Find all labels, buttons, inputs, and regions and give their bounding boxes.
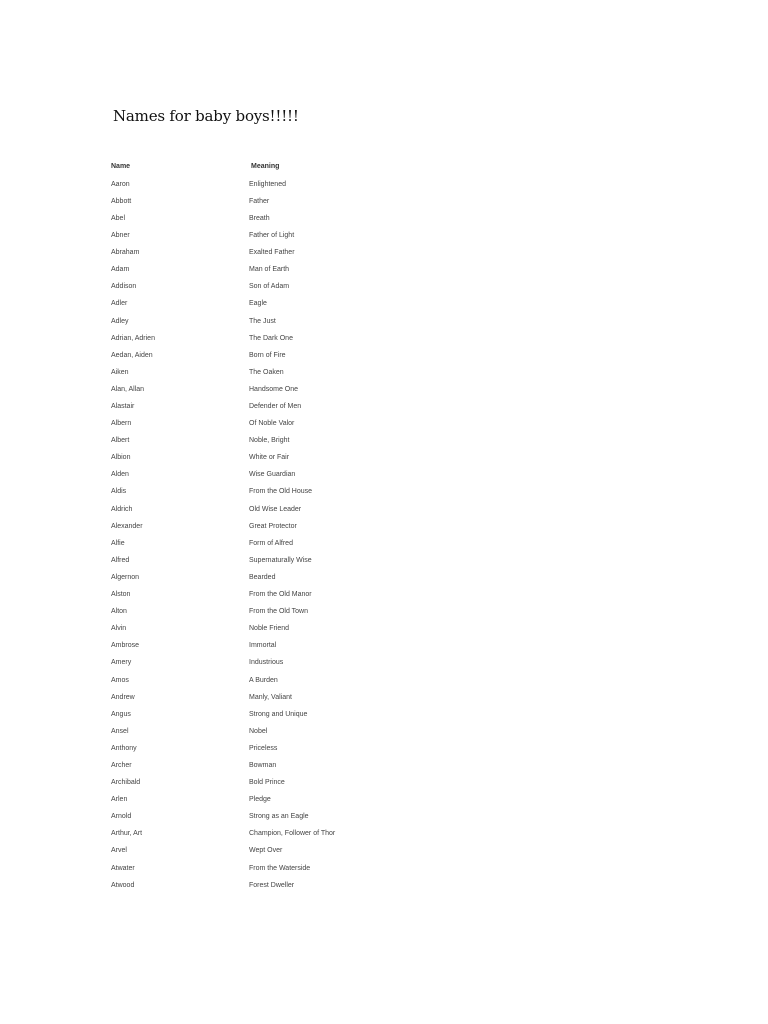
table-row <box>111 278 431 295</box>
table-row <box>111 449 431 466</box>
table-row <box>111 672 431 689</box>
table-row <box>111 877 431 894</box>
meaning-cell: Exalted Father <box>249 249 295 257</box>
meaning-cell: The Oaken <box>249 368 284 376</box>
page-title: Names for baby boys!!!!! <box>113 107 299 125</box>
name-cell: Amery <box>111 659 132 667</box>
meaning-cell: Old Wise Leader <box>249 505 302 513</box>
table-header-row <box>111 159 431 176</box>
table-row <box>111 603 431 620</box>
table-row <box>111 381 431 398</box>
table-body <box>111 176 431 894</box>
table-row <box>111 347 431 364</box>
table-row <box>111 295 431 312</box>
meaning-cell: Champion, Follower of Thor <box>249 830 336 838</box>
meaning-cell: Strong as an Eagle <box>249 813 309 821</box>
table-row <box>111 620 431 637</box>
meaning-cell: From the Old Town <box>249 608 309 616</box>
meaning-cell: From the Waterside <box>249 864 311 872</box>
meaning-cell: Nobel <box>249 727 268 735</box>
name-cell: Albion <box>111 454 131 462</box>
table-row <box>111 176 431 193</box>
meaning-cell: Father <box>249 197 270 205</box>
table-row <box>111 466 431 483</box>
names-table <box>111 159 431 894</box>
table-row <box>111 483 431 500</box>
name-cell: Aldrich <box>111 505 133 513</box>
meaning-cell: Enlightened <box>249 180 286 188</box>
meaning-cell: Pledge <box>249 796 271 804</box>
table-row <box>111 330 431 347</box>
table-row <box>111 757 431 774</box>
table-row <box>111 535 431 552</box>
name-cell: Alan, Allan <box>111 385 145 393</box>
name-cell: Arlen <box>111 796 128 804</box>
table-row <box>111 689 431 706</box>
meaning-cell: From the Old House <box>249 488 313 496</box>
table-row <box>111 774 431 791</box>
name-cell: Alvin <box>111 625 127 633</box>
meaning-cell: Eagle <box>249 300 267 308</box>
table-row <box>111 244 431 261</box>
name-cell: Alston <box>111 591 131 599</box>
name-cell: Abel <box>111 214 126 222</box>
table-row <box>111 518 431 535</box>
name-cell: Aedan, Aiden <box>111 351 153 359</box>
name-cell: Abraham <box>111 249 140 257</box>
meaning-cell: Born of Fire <box>249 351 286 359</box>
meaning-cell: Handsome One <box>249 385 299 393</box>
meaning-cell: Manly, Valiant <box>249 693 292 701</box>
meaning-cell: Breath <box>249 214 270 222</box>
table-row <box>111 432 431 449</box>
meaning-cell: Defender of Men <box>249 403 302 411</box>
column-header-meaning: Meaning <box>251 163 280 170</box>
meaning-cell: Form of Alfred <box>249 539 293 547</box>
table-row <box>111 723 431 740</box>
table-row <box>111 791 431 808</box>
meaning-cell: Priceless <box>249 744 278 752</box>
name-cell: Algernon <box>111 573 140 581</box>
meaning-cell: White or Fair <box>249 454 290 462</box>
name-cell: Adam <box>111 266 130 274</box>
name-cell: Andrew <box>111 693 135 701</box>
table-row <box>111 398 431 415</box>
name-cell: Alfred <box>111 556 130 564</box>
name-cell: Alfie <box>111 539 125 547</box>
name-cell: Ansel <box>111 727 129 735</box>
name-cell: Angus <box>111 710 131 718</box>
table-row <box>111 193 431 210</box>
meaning-cell: Father of Light <box>249 232 295 240</box>
column-header-name: Name <box>111 163 131 170</box>
table-row <box>111 654 431 671</box>
table-row <box>111 706 431 723</box>
name-cell: Alexander <box>111 522 143 530</box>
meaning-cell: Wept Over <box>249 847 283 855</box>
name-cell: Albert <box>111 437 130 445</box>
name-cell: Adler <box>111 300 128 308</box>
meaning-cell: Man of Earth <box>249 266 290 274</box>
table-row <box>111 552 431 569</box>
name-cell: Archer <box>111 761 132 769</box>
meaning-cell: Bold Prince <box>249 779 285 787</box>
table-row <box>111 415 431 432</box>
name-cell: Aiken <box>111 368 129 376</box>
meaning-cell: A Burden <box>249 676 278 684</box>
name-cell: Albern <box>111 420 132 428</box>
name-cell: Addison <box>111 283 137 291</box>
name-cell: Anthony <box>111 744 137 752</box>
meaning-cell: Son of Adam <box>249 283 290 291</box>
name-cell: Adley <box>111 317 129 325</box>
table-row <box>111 808 431 825</box>
meaning-cell: Noble Friend <box>249 625 290 633</box>
table-row <box>111 860 431 877</box>
meaning-cell: Supernaturally Wise <box>249 556 312 564</box>
meaning-cell: Of Noble Valor <box>249 420 295 428</box>
name-cell: Atwood <box>111 881 135 889</box>
table-row <box>111 586 431 603</box>
table-row <box>111 313 431 330</box>
table-row <box>111 569 431 586</box>
meaning-cell: Immortal <box>249 642 277 650</box>
table-row <box>111 227 431 244</box>
meaning-cell: Wise Guardian <box>249 471 296 479</box>
name-cell: Abner <box>111 232 130 240</box>
name-cell: Aaron <box>111 180 130 188</box>
meaning-cell: Great Protector <box>249 522 297 530</box>
meaning-cell: From the Old Manor <box>249 591 312 599</box>
meaning-cell: Strong and Unique <box>249 710 308 718</box>
table-row <box>111 364 431 381</box>
table-row <box>111 740 431 757</box>
meaning-cell: The Dark One <box>249 334 293 342</box>
table-row <box>111 261 431 278</box>
name-cell: Alden <box>111 471 129 479</box>
name-cell: Atwater <box>111 864 135 872</box>
name-cell: Abbott <box>111 197 132 205</box>
table-row <box>111 842 431 859</box>
table-row <box>111 825 431 842</box>
name-cell: Amos <box>111 676 129 684</box>
meaning-cell: The Just <box>249 317 276 325</box>
name-cell: Arnold <box>111 813 132 821</box>
name-cell: Archibald <box>111 779 141 787</box>
name-cell: Adrian, Adrien <box>111 334 155 342</box>
meaning-cell: Bearded <box>249 573 276 581</box>
meaning-cell: Industrious <box>249 659 284 667</box>
name-cell: Alastair <box>111 403 135 411</box>
table-row <box>111 210 431 227</box>
table-row <box>111 637 431 654</box>
meaning-cell: Bowman <box>249 761 277 769</box>
name-cell: Arthur, Art <box>111 830 143 838</box>
table-row <box>111 501 431 518</box>
meaning-cell: Forest Dweller <box>249 881 295 889</box>
name-cell: Aldis <box>111 488 127 496</box>
name-cell: Ambrose <box>111 642 140 650</box>
name-cell: Arvel <box>111 847 127 855</box>
meaning-cell: Noble, Bright <box>249 437 290 445</box>
name-cell: Alton <box>111 608 127 616</box>
